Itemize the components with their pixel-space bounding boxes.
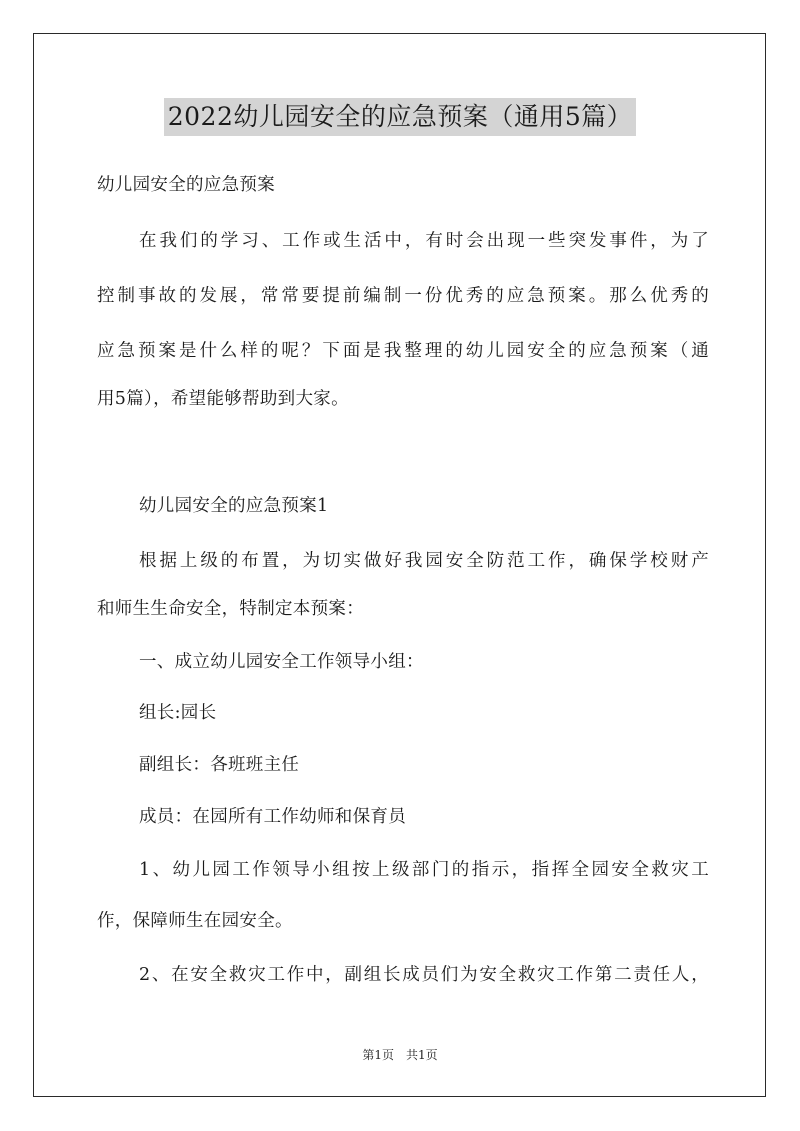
intro-line-2: 控制事故的发展，常常要提前编制一份优秀的应急预案。那么优秀的: [97, 286, 709, 306]
members-line: 成员：在园所有工作幼师和保育员: [139, 807, 406, 827]
para1-line-2: 和师生生命安全，特制定本预案：: [97, 599, 364, 619]
leader-line: 组长:园长: [139, 703, 217, 723]
section-heading: 幼儿园安全的应急预案1: [139, 496, 329, 516]
intro-line-3: 应急预案是什么样的呢？下面是我整理的幼儿园安全的应急预案（通: [97, 341, 709, 361]
point2-line-1: 2、在安全救灾工作中，副组长成员们为安全救灾工作第二责任人，: [139, 965, 709, 985]
title-container: [0, 98, 800, 136]
point1-line-2: 作，保障师生在园安全。: [97, 911, 293, 931]
para1-line-1: 根据上级的布置，为切实做好我园安全防范工作，确保学校财产: [139, 551, 709, 571]
deputy-line: 副组长：各班班主任: [139, 755, 300, 775]
intro-line-1: 在我们的学习、工作或生活中，有时会出现一些突发事件，为了: [139, 231, 709, 251]
subtitle: 幼儿园安全的应急预案: [97, 175, 275, 195]
document-title: 2022幼儿园安全的应急预案（通用5篇）: [164, 98, 637, 136]
page-number: 第1页 共1页: [362, 1048, 438, 1062]
group-heading: 一、成立幼儿园安全工作领导小组：: [139, 652, 424, 672]
intro-line-4: 用5篇），希望能够帮助到大家。: [97, 389, 349, 409]
point1-line-1: 1、幼儿园工作领导小组按上级部门的指示，指挥全园安全救灾工: [139, 860, 709, 880]
